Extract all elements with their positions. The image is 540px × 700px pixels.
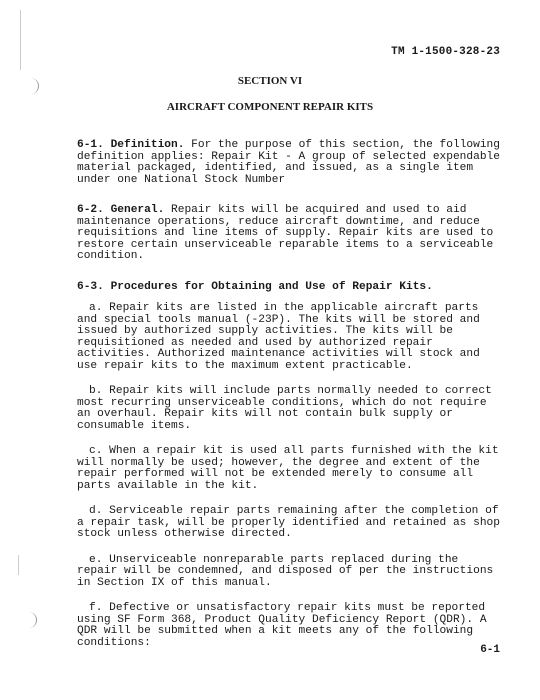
section-number: SECTION VI xyxy=(237,75,303,87)
subparagraph-b: b. Repair kits will include parts normally needed to correct most recurring unserviceable conditions, which do not require an overhaul. Repair kits will not contain bulk supply or consumable items. xyxy=(77,385,492,432)
paragraph-number: 6-2. xyxy=(77,204,104,216)
scan-margin-line xyxy=(20,10,21,70)
subparagraph-d: d. Serviceable repair parts remaining after the completion of a repair task, will be properly identified and retained as shop stock unless otherwise directed. xyxy=(77,505,500,540)
paragraph-heading: Definition. xyxy=(110,139,185,151)
paragraph-6-1 xyxy=(77,140,505,186)
paragraph-6-2 xyxy=(77,205,505,263)
document-body xyxy=(77,140,505,649)
subparagraph-f: f. Defective or unsatisfactory repair kits must be reported using SF Form 368, Product Quality Deficiency Report (QDR). A QDR will be submitted when a kit meets any of the following conditions: xyxy=(77,602,487,649)
paragraph-number: 6-3. xyxy=(77,280,104,293)
page-number: 6-1 xyxy=(480,644,500,656)
subparagraph-a: a. Repair kits are listed in the applicable aircraft parts and special tools manual (-23P). The kits will be stored and issued by authorized supply activities. The kits will be requisitioned as needed and used by authorized repair activities. Authorized maintenance activities will stock and use repair kits to the maximum extent practicable. xyxy=(77,302,480,372)
paragraph-heading: Procedures for Obtaining and Use of Repair Kits. xyxy=(110,280,433,293)
paragraph-heading: General. xyxy=(110,204,165,216)
subparagraph-e: e. Unserviceable nonreparable parts replaced during the repair will be condemned, and disposed of per the instructions in Section IX of this manual. xyxy=(77,553,494,589)
paragraph-6-3 xyxy=(77,282,505,294)
section-title: AIRCRAFT COMPONENT REPAIR KITS xyxy=(166,101,374,113)
scan-margin-line xyxy=(18,555,19,575)
tm-number: TM 1-1500-328-23 xyxy=(391,46,500,58)
binding-hole-mark xyxy=(28,612,37,628)
paragraph-number: 6-1. xyxy=(77,139,104,151)
paragraph-text: For the purpose of this section, the following definition applies: Repair Kit - A group of selected expendable material packaged, identified, and issued, as a single item under one National Stock Number xyxy=(77,139,500,186)
paragraph-text: Repair kits will be acquired and used to aid maintenance operations, reduce aircraft downtime, and reduce requisitions and line items of supply. Repair kits are used to restore certain unserviceable reparable items to a serviceable condition. xyxy=(77,204,494,262)
subparagraph-c: c. When a repair kit is used all parts furnished with the kit will normally be used; however, the degree and extent of the repair performed will not be extended merely to consume all parts available in the kit. xyxy=(77,445,499,492)
